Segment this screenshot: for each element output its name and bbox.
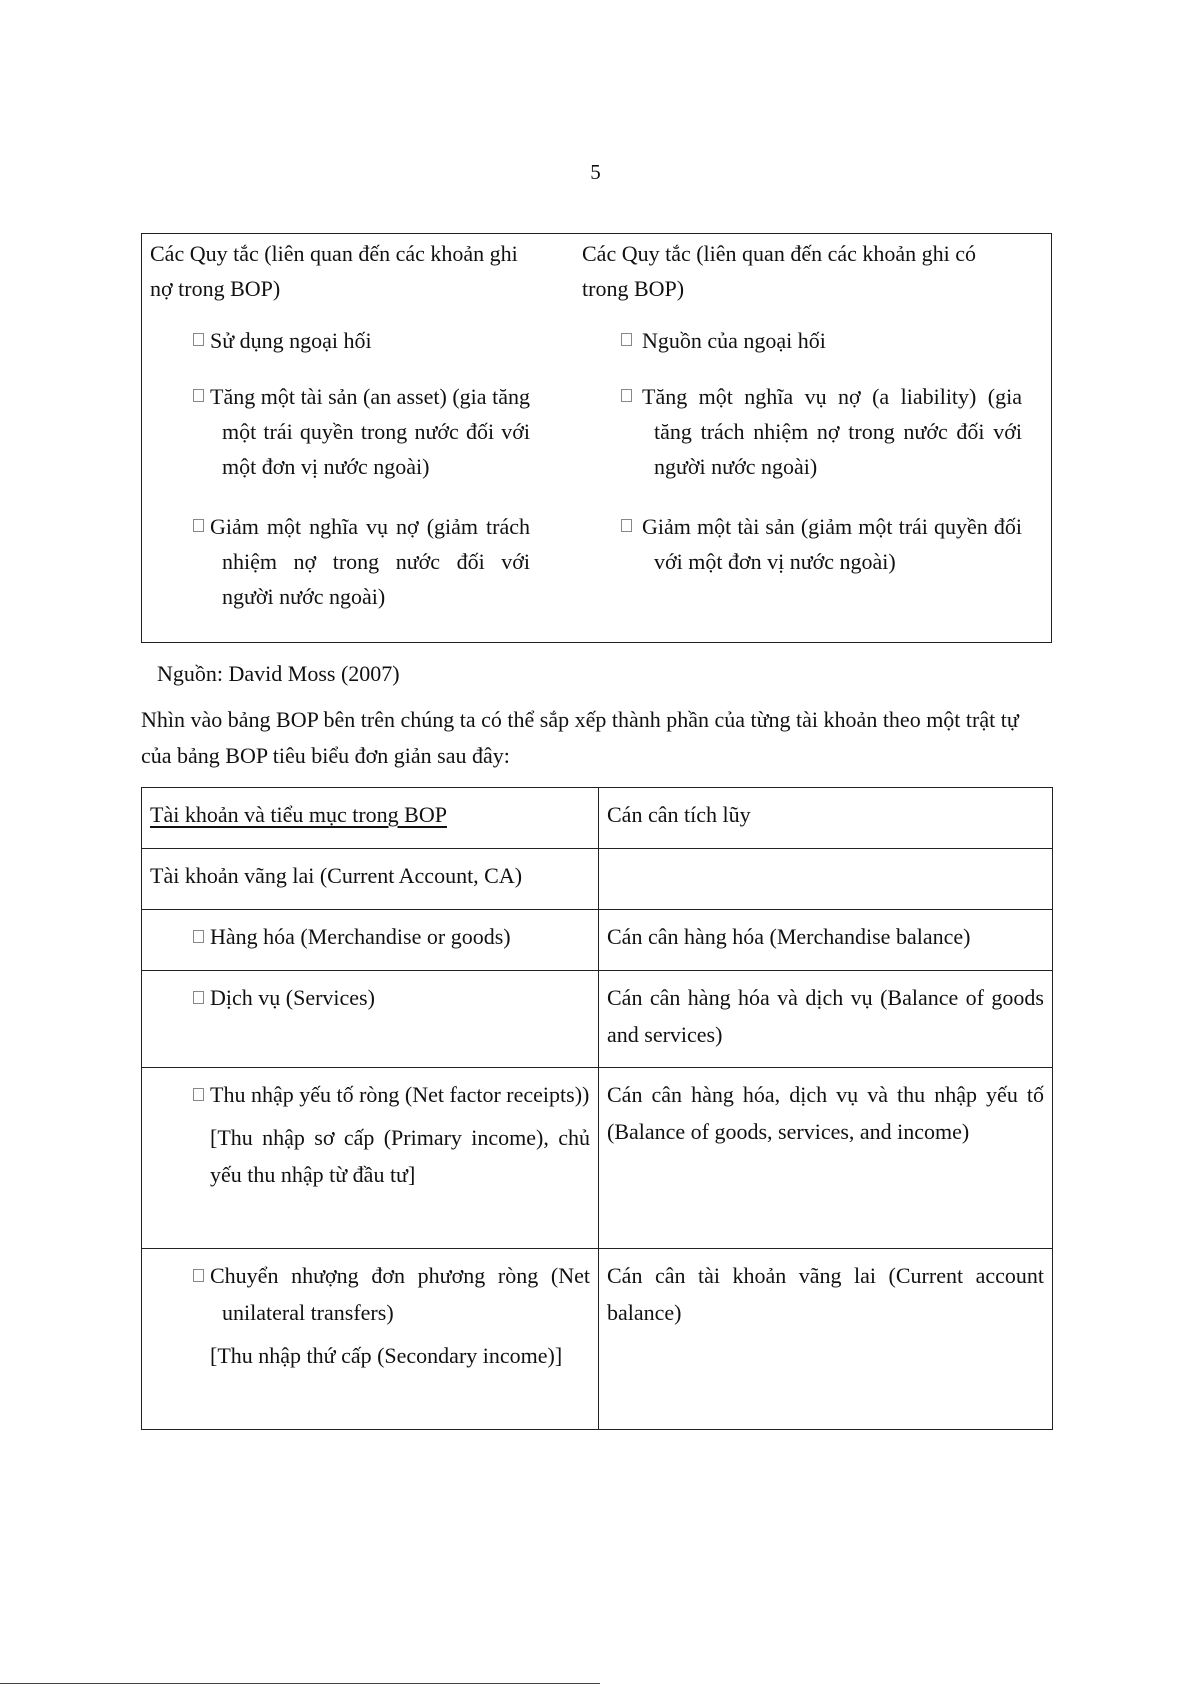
header-cell [142,788,599,849]
debit-rule-text: Sử dụng ngoại hối [210,328,372,353]
table-row [142,910,1053,971]
balance-cell: Cán cân hàng hóa (Merchandise balance) [599,910,1053,971]
footnote-divider [0,1683,600,1684]
rules-table [141,233,1052,643]
balance-cell: Cán cân tài khoản vãng lai (Current account balance) [599,1249,1053,1430]
balance-cell: Cán cân hàng hóa và dịch vụ (Balance of goods and services) [599,971,1053,1068]
intro-paragraph: Nhìn vào bảng BOP bên trên chúng ta có thể sắp xếp thành phần của từng tài khoản theo một trật tự của bảng BOP tiêu biểu đơn giản sau đây: [141,707,1019,768]
credit-rule-text: Tăng một nghĩa vụ nợ (a liability) (gia tăng trách nhiệm nợ trong nước đối với người nước ngoài) [642,384,1022,479]
credit-rule-text: Giảm một tài sản (giảm một trái quyền đối với một đơn vị nước ngoài) [642,514,1022,574]
checkbox-icon [621,333,632,346]
bop-table [141,787,1053,1430]
checkbox-icon [193,1269,204,1282]
table-row [142,1249,1053,1430]
empty-cell [599,849,1053,910]
balance-cell: Cán cân hàng hóa, dịch vụ và thu nhập yếu tố (Balance of goods, services, and income) [599,1068,1053,1249]
debit-rule-item [150,509,530,614]
item-sub-note: [Thu nhập thứ cấp (Secondary income)] [210,1343,563,1368]
list-item [150,1257,590,1331]
debit-rule-text: Giảm một nghĩa vụ nợ (giảm trách nhiệm nợ trong nước đối với người nước ngoài) [210,514,530,609]
item-label: Chuyển nhượng đơn phương ròng (Net unilateral transfers) [210,1263,590,1325]
debit-rule-text: Tăng một tài sản (an asset) (gia tăng một trái quyền trong nước đối với một đơn vị nước ngoài) [210,384,530,479]
checkbox-icon [621,389,632,402]
credit-rules-column [582,234,1022,642]
debit-rule-item [150,379,530,484]
header-balance: Cán cân tích lũy [607,802,751,827]
item-cell [142,1068,599,1249]
item-label: Hàng hóa (Merchandise or goods) [210,924,511,949]
item-label: Thu nhập yếu tố ròng (Net factor receipts)) [210,1082,590,1107]
page-number: 5 [590,160,601,184]
credit-rule-item [582,379,1022,484]
item-cell [142,910,599,971]
table-row-section [142,849,1053,910]
table-row [142,971,1053,1068]
checkbox-icon [193,333,204,346]
source-note: Nguồn: David Moss (2007) [157,661,400,686]
list-item [150,918,590,955]
list-item [150,1076,590,1113]
item-sub-note: [Thu nhập sơ cấp (Primary income), chủ yếu thu nhập từ đầu tư] [210,1125,590,1187]
checkbox-icon [621,519,632,532]
credit-rule-item [582,323,1022,358]
debit-rules-heading: Các Quy tắc (liên quan đến các khoản ghi nợ trong BOP) [150,241,518,301]
credit-rule-text: Nguồn của ngoại hối [642,328,826,353]
checkbox-icon [193,1088,204,1101]
checkbox-icon [193,930,204,943]
section-cell: Tài khoản vãng lai (Current Account, CA) [142,849,599,910]
item-cell [142,971,599,1068]
checkbox-icon [193,519,204,532]
table-header-row [142,788,1053,849]
checkbox-icon [193,389,204,402]
credit-rule-item [582,509,1022,579]
table-row [142,1068,1053,1249]
header-cell [599,788,1053,849]
checkbox-icon [193,991,204,1004]
list-item [150,979,590,1016]
credit-rules-heading: Các Quy tắc (liên quan đến các khoản ghi có trong BOP) [582,241,977,301]
debit-rule-item [150,323,530,358]
item-cell [142,1249,599,1430]
header-accounts: Tài khoản và tiểu mục trong BOP [150,802,447,827]
debit-rules-column [150,234,530,642]
item-label: Dịch vụ (Services) [210,985,375,1010]
